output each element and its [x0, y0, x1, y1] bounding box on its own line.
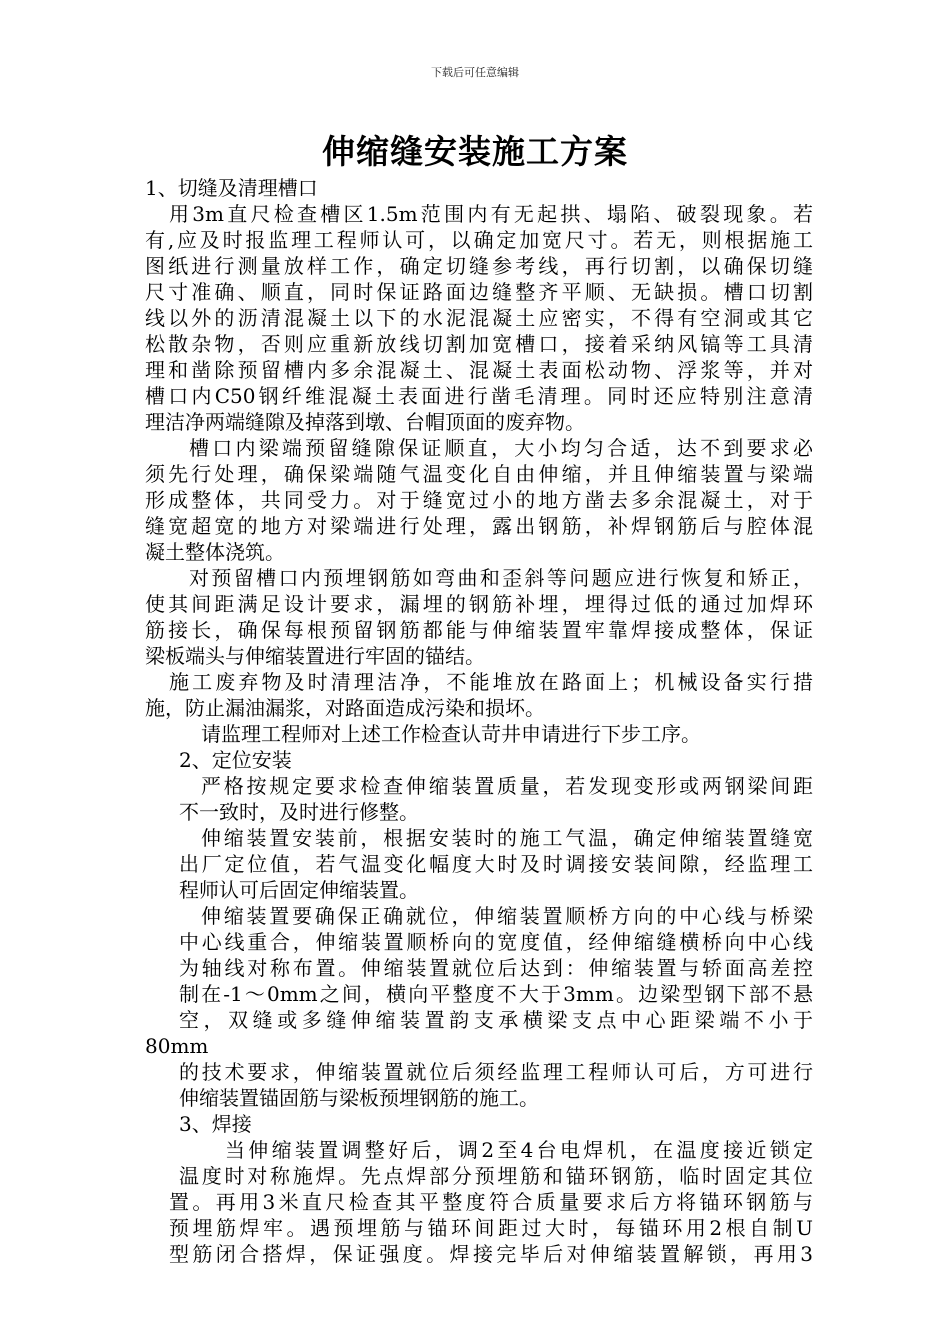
body-line: 对预留槽口内预埋钢筋如弯曲和歪斜等问题应进行恢复和矫正， — [189, 566, 813, 590]
section-heading: 3、焊接 — [179, 1112, 252, 1136]
section-heading: 2、定位安装 — [179, 748, 292, 772]
body-line: 程师认可后固定伸缩装置。 — [179, 878, 419, 902]
body-line: 型筋闭合搭焊，保证强度。焊接完毕后对伸缩装置解锁，再用3 — [169, 1242, 813, 1266]
section-heading: 1、切缝及清理槽口 — [145, 176, 318, 200]
body-line: 施，防止漏油漏浆，对路面造成污染和损坏。 — [145, 696, 545, 720]
body-line: 线以外的沥清混凝土以下的水泥混凝土应密实，不得有空洞或其它 — [145, 306, 813, 330]
body-line: 槽口内C50钢纤维混凝土表面进行凿毛清理。同时还应特别注意清 — [145, 384, 813, 408]
body-line: 预埋筋焊牢。遇预埋筋与锚环间距过大时，每锚环用2根自制U — [169, 1216, 813, 1240]
body-line: 中心线重合，伸缩装置顺桥向的宽度值，经伸缩缝横桥向中心线 — [179, 930, 813, 954]
body-line: 严格按规定要求检查伸缩装置质量，若发现变形或两钢梁间距 — [201, 774, 813, 798]
body-line: 缝宽超宽的地方对梁端进行处理，露出钢筋，补焊钢筋后与腔体混 — [145, 514, 813, 538]
body-line: 有,应及时报监理工程师认可，以确定加宽尺寸。若无，则根据施工 — [145, 228, 813, 252]
body-line: 使其间距满足设计要求，漏埋的钢筋补埋，埋得过低的通过加焊环 — [145, 592, 813, 616]
body-line: 筋接长，确保每根预留钢筋都能与伸缩装置牢靠焊接成整体，保证 — [145, 618, 813, 642]
body-line: 制在-1～0mm之间，横向平整度不大于3mm。边梁型钢下部不悬 — [179, 982, 813, 1006]
body-line: 为轴线对称布置。伸缩装置就位后达到：伸缩装置与轿面高差控 — [179, 956, 813, 980]
body-line: 梁板端头与伸缩装置进行牢固的锚结。 — [145, 644, 485, 668]
document-body — [145, 175, 813, 1267]
body-line: 当伸缩装置调整好后，调2至4台电焊机，在温度接近锁定 — [225, 1138, 813, 1162]
body-line: 图纸进行测量放样工作，确定切缝参考线，再行切割，以确保切缝 — [145, 254, 813, 278]
body-line: 温度时对称施焊。先点焊部分预埋筋和锚环钢筋，临时固定其位 — [179, 1164, 813, 1188]
body-line: 伸缩装置锚固筋与梁板预埋钢筋的施工。 — [179, 1086, 539, 1110]
body-line: 出厂定位值，若气温变化幅度大时及时调接安装间隙，经监理工 — [179, 852, 813, 876]
body-line: 施工废弃物及时清理洁净，不能堆放在路面上；机械设备实行措 — [169, 670, 813, 694]
body-line: 的技术要求，伸缩装置就位后须经监理工程师认可后，方可进行 — [179, 1060, 813, 1084]
body-line: 尺寸准确、顺直，同时保证路面边缝整齐平顺、无缺损。槽口切割 — [145, 280, 813, 304]
body-line: 置。再用3米直尺检查其平整度符合质量要求后方将锚环钢筋与 — [169, 1190, 813, 1214]
body-line: 伸缩装置要确保正确就位，伸缩装置顺桥方向的中心线与桥梁 — [201, 904, 813, 928]
body-line: 80mm — [145, 1034, 209, 1058]
body-line: 槽口内梁端预留缝隙保证顺直，大小均匀合适，达不到要求必 — [189, 436, 813, 460]
body-line: 空，双缝或多缝伸缩装置韵支承横梁支点中心距梁端不小于 — [179, 1008, 813, 1032]
page-header: 下载后可任意编辑 — [431, 66, 519, 79]
body-line: 须先行处理，确保梁端随气温变化自由伸缩，并且伸缩装置与梁端 — [145, 462, 813, 486]
body-line: 伸缩装置安装前，根据安装时的施工气温，确定伸缩装置缝宽 — [201, 826, 813, 850]
body-line: 理洁净两端缝隙及掉落到墩、台帽顶面的废弃物。 — [145, 410, 585, 434]
document-title: 伸缩缝安装施工方案 — [322, 132, 628, 171]
body-line: 用3m直尺检查槽区1.5m范围内有无起拱、塌陷、破裂现象。若 — [169, 202, 813, 226]
body-line: 理和凿除预留槽内多余混凝土、混凝土表面松动物、浮浆等，并对 — [145, 358, 813, 382]
body-line: 请监理工程师对上述工作检查认苛井申请进行下步工序。 — [201, 722, 701, 746]
body-line: 松散杂物，否则应重新放线切割加宽槽口，接着采纳风镐等工具清 — [145, 332, 813, 356]
body-line: 形成整体，共同受力。对于缝宽过小的地方凿去多余混凝土，对于 — [145, 488, 813, 512]
body-line: 凝土整体浇筑。 — [145, 540, 285, 564]
body-line: 不一致时，及时进行修整。 — [179, 800, 419, 824]
